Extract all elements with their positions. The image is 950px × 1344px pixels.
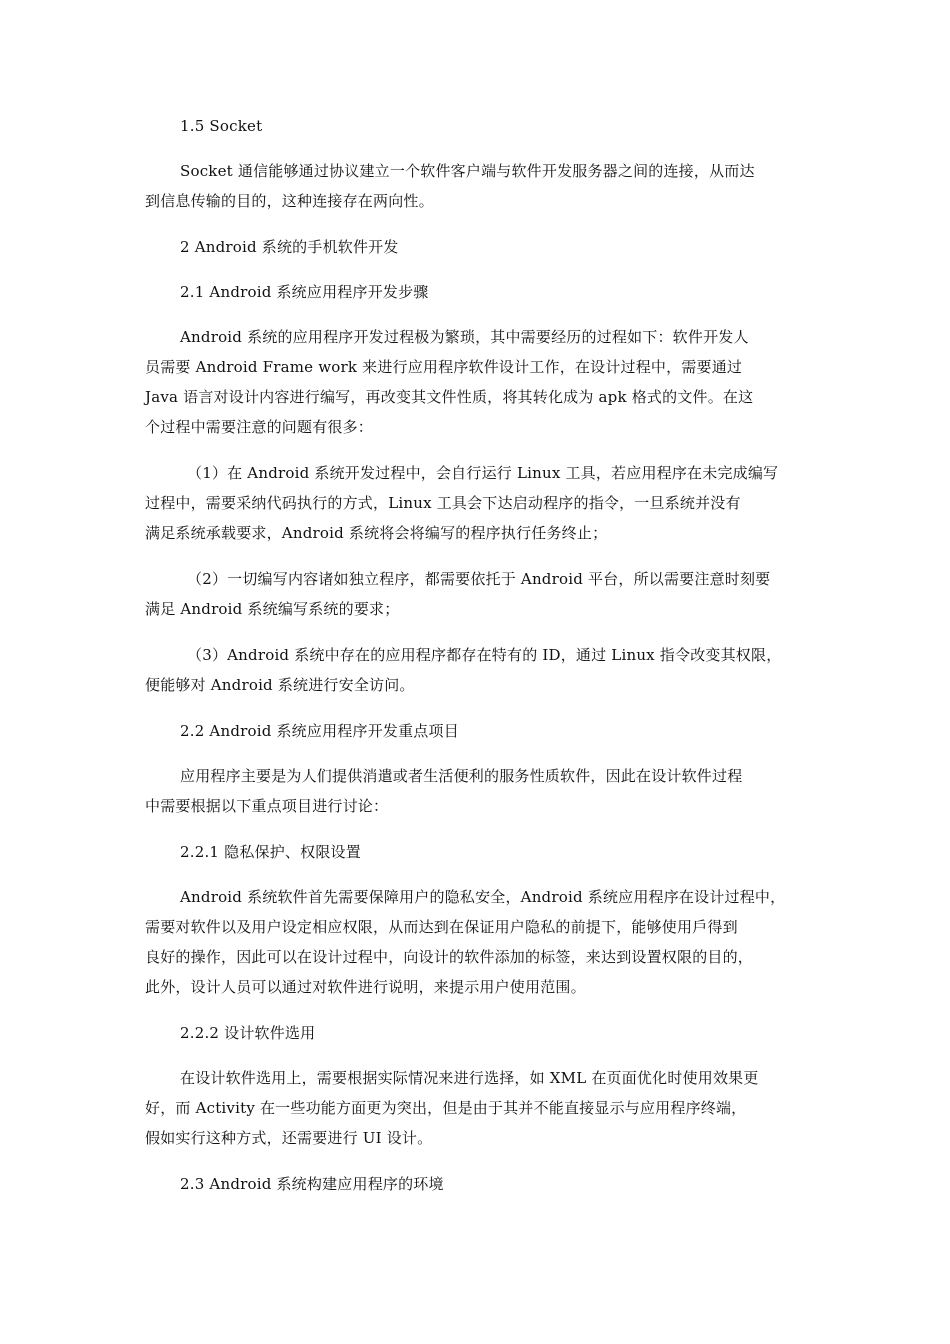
paragraph-line: 员需要 Android Frame work 来进行应用程序软件设计工作，在设计过程中，需要通过: [145, 358, 743, 376]
paragraph-line: 好，而 Activity 在一些功能方面更为突出，但是由于其并不能直接显示与应用程序终端，: [145, 1099, 747, 1117]
list-item-line: （2）一切编写内容诸如独立程序，都需要依托于 Android 平台，所以需要注意时刻要: [187, 570, 771, 588]
heading-2-1: 2.1 Android 系统应用程序开发步骤: [180, 283, 429, 301]
list-item-line: 满足系统承载要求，Android 系统将会将编写的程序执行任务终止；: [145, 524, 608, 542]
paragraph-line: 在设计软件选用上，需要根据实际情况来进行选择，如 XML 在页面优化时使用效果更: [180, 1069, 759, 1087]
paragraph-line: Android 系统的应用程序开发过程极为繁琐，其中需要经历的过程如下：软件开发人: [180, 328, 749, 346]
paragraph-line: Android 系统软件首先需要保障用户的隐私安全，Android 系统应用程序在设计过程中，: [180, 888, 786, 906]
paragraph-line: 个过程中需要注意的问题有很多：: [145, 418, 374, 436]
heading-2-2-1: 2.2.1 隐私保护、权限设置: [180, 843, 361, 861]
list-item-line: 满足 Android 系统编写系统的要求；: [145, 600, 400, 618]
list-item-line: （3）Android 系统中存在的应用程序都存在特有的 ID，通过 Linux 指令改变其权限，: [187, 646, 782, 664]
heading-1-5: 1.5 Socket: [180, 117, 263, 135]
paragraph-line: Java 语言对设计内容进行编写，再改变其文件性质，将其转化成为 apk 格式的文件。在这: [145, 388, 754, 406]
paragraph-line: 到信息传输的目的，这种连接存在两向性。: [145, 192, 434, 210]
paragraph-line: Socket 通信能够通过协议建立一个软件客户端与软件开发服务器之间的连接，从而达: [180, 162, 755, 180]
list-item-line: （1）在 Android 系统开发过程中，会自行运行 Linux 工具，若应用程序在未完成编写: [187, 464, 779, 482]
list-item-line: 便能够对 Android 系统进行安全访问。: [145, 676, 415, 694]
paragraph-line: 中需要根据以下重点项目进行讨论：: [145, 797, 389, 815]
heading-2-2-2: 2.2.2 设计软件选用: [180, 1024, 316, 1042]
paragraph-line: 良好的操作，因此可以在设计过程中，向设计的软件添加的标签，来达到设置权限的目的，: [145, 948, 754, 966]
heading-2-2: 2.2 Android 系统应用程序开发重点项目: [180, 722, 459, 740]
paragraph-line: 需要对软件以及用户设定相应权限，从而达到在保证用户隐私的前提下，能够使用戶得到: [145, 918, 738, 936]
paragraph-line: 此外，设计人员可以通过对软件进行说明，来提示用户使用范围。: [145, 978, 586, 996]
list-item-line: 过程中，需要采纳代码执行的方式，Linux 工具会下达启动程序的指令，一旦系统并没有: [145, 494, 741, 512]
paragraph-line: 应用程序主要是为人们提供消遣或者生活便利的服务性质软件，因此在设计软件过程: [180, 767, 743, 785]
heading-2-3: 2.3 Android 系统构建应用程序的环境: [180, 1175, 444, 1193]
heading-2: 2 Android 系统的手机软件开发: [180, 238, 399, 256]
paragraph-line: 假如实行这种方式，还需要进行 UI 设计。: [145, 1129, 433, 1147]
